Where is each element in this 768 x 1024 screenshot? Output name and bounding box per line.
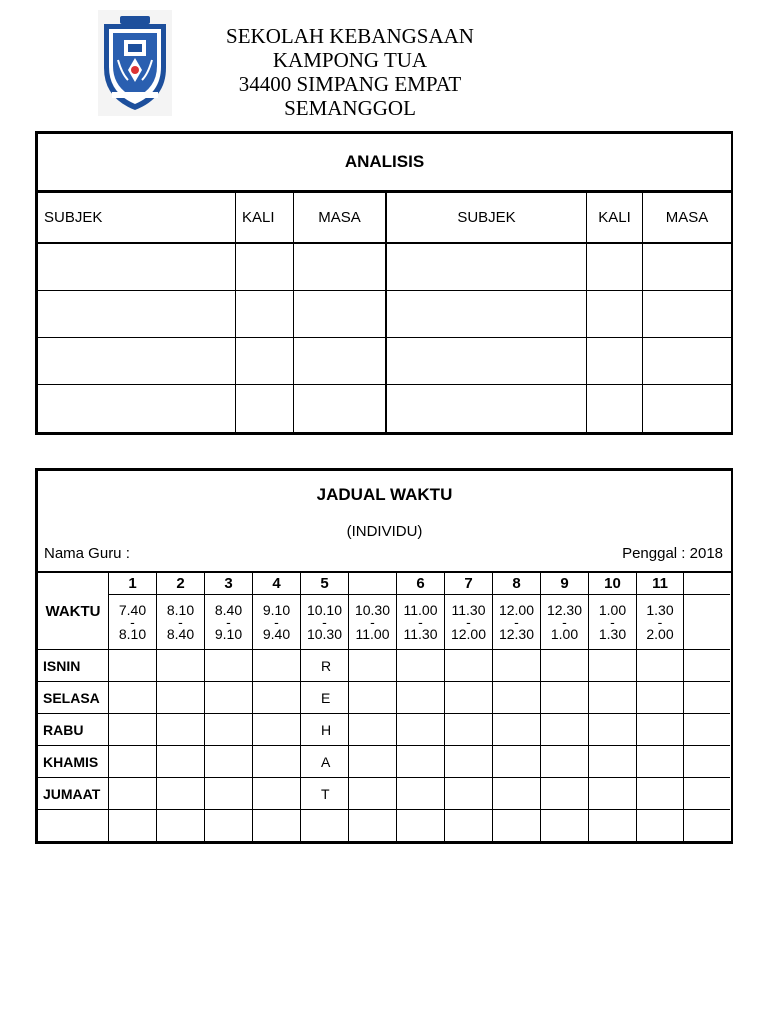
timetable-cell: [541, 810, 589, 843]
timetable-cell: [493, 778, 541, 810]
time-separator: -: [226, 614, 231, 630]
timetable-cell: [349, 778, 397, 810]
timetable-cell: [157, 746, 205, 778]
timetable-cell: [109, 682, 157, 714]
timetable-cell: [253, 778, 301, 810]
period-time: [253, 595, 301, 650]
jadual-header: [38, 471, 731, 573]
time-start: 10.10: [306, 602, 343, 618]
timetable-cell: [445, 778, 493, 810]
time-start: 10.30: [354, 602, 391, 618]
timetable-cell: [637, 714, 684, 746]
school-crest-icon: [98, 10, 172, 116]
timetable-cell: [684, 650, 730, 682]
school-line-4: SEMANGGOL: [284, 96, 416, 120]
time-end: 12.30: [498, 626, 535, 642]
time-end: 2.00: [646, 626, 674, 642]
timetable-cell: [589, 682, 637, 714]
analisis-cell: [38, 291, 236, 338]
analisis-header-kali-2: KALI: [587, 193, 643, 244]
time-separator: -: [130, 614, 135, 630]
period-number: 3: [205, 573, 253, 595]
time-end: 12.00: [450, 626, 487, 642]
time-separator: -: [322, 614, 327, 630]
timetable-cell: [205, 778, 253, 810]
timetable-cell: [397, 650, 445, 682]
day-label: KHAMIS: [38, 746, 109, 778]
analisis-cell: [38, 385, 236, 432]
timetable-cell: [684, 714, 730, 746]
rehat-letter: R: [301, 650, 349, 682]
time-end: 1.30: [598, 626, 627, 642]
timetable-cell: [493, 650, 541, 682]
timetable-cell: [109, 650, 157, 682]
timetable-cell: [253, 714, 301, 746]
day-label: JUMAAT: [38, 778, 109, 810]
time-end: 11.00: [355, 626, 390, 642]
period-number: 2: [157, 573, 205, 595]
time-separator: -: [274, 614, 279, 630]
timetable-cell: [205, 682, 253, 714]
analisis-title: ANALISIS: [38, 134, 731, 193]
penggal-label: Penggal : 2018: [622, 545, 723, 562]
timetable-cell: [397, 714, 445, 746]
period-time: [157, 595, 205, 650]
analisis-cell: [643, 338, 731, 385]
timetable-cell: [349, 810, 397, 843]
timetable-cell: [157, 682, 205, 714]
timetable-cell: [157, 778, 205, 810]
timetable-cell: [109, 746, 157, 778]
time-start: 9.10: [262, 602, 291, 618]
timetable-cell: [684, 810, 730, 843]
jadual-title: JADUAL WAKTU: [316, 485, 453, 504]
timetable-cell: [684, 682, 730, 714]
time-separator: -: [514, 614, 519, 630]
timetable-cell: [637, 682, 684, 714]
time-separator: -: [178, 614, 183, 630]
timetable-cell: [445, 682, 493, 714]
period-number: 6: [397, 573, 445, 595]
period-number: 5: [301, 573, 349, 595]
timetable-cell: [157, 714, 205, 746]
timetable-cell: [157, 810, 205, 843]
time-separator: -: [466, 614, 471, 630]
time-start: 8.10: [166, 602, 195, 618]
period-time: [301, 595, 349, 650]
school-name-address: [190, 24, 510, 120]
timetable-cell: [493, 746, 541, 778]
time-separator: -: [418, 614, 423, 630]
analisis-header-subjek-2: SUBJEK: [387, 193, 587, 244]
timetable-cell: [205, 650, 253, 682]
timetable-cell: [349, 714, 397, 746]
timetable-cell: [589, 714, 637, 746]
timetable-cell: [397, 778, 445, 810]
timetable-cell: [541, 682, 589, 714]
period-time: [637, 595, 684, 650]
analisis-cell: [236, 244, 294, 291]
timetable-cell: [445, 714, 493, 746]
time-end: 8.40: [166, 626, 195, 642]
analisis-header-masa-2: MASA: [643, 193, 731, 244]
rehat-letter: T: [301, 778, 349, 810]
analisis-cell: [387, 291, 587, 338]
analisis-cell: [294, 338, 387, 385]
analisis-cell: [38, 338, 236, 385]
timetable-cell: [109, 810, 157, 843]
timetable-cell: [205, 746, 253, 778]
period-number: 1: [109, 573, 157, 595]
jadual-subtitle: (INDIVIDU): [346, 523, 423, 540]
nama-guru-label: Nama Guru :: [44, 545, 130, 562]
analisis-cell: [587, 385, 643, 432]
period-time: [541, 595, 589, 650]
analisis-cell: [236, 385, 294, 432]
timetable-cell: [589, 778, 637, 810]
period-time: [684, 595, 730, 650]
timetable-cell: [684, 778, 730, 810]
analisis-cell: [38, 244, 236, 291]
period-number: 4: [253, 573, 301, 595]
timetable-cell: [109, 778, 157, 810]
time-start: 8.40: [214, 602, 243, 618]
period-time: [493, 595, 541, 650]
period-time: [589, 595, 637, 650]
timetable-cell: [205, 714, 253, 746]
timetable-cell: [253, 650, 301, 682]
analisis-cell: [236, 291, 294, 338]
time-start: 7.40: [118, 602, 147, 618]
timetable-cell: [253, 682, 301, 714]
period-time: [349, 595, 397, 650]
analisis-cell: [236, 338, 294, 385]
analisis-cell: [294, 244, 387, 291]
day-label: RABU: [38, 714, 109, 746]
analisis-cell: [587, 244, 643, 291]
time-separator: -: [562, 614, 567, 630]
jadual-grid: [38, 573, 731, 843]
school-logo: [98, 10, 172, 116]
timetable-cell: [684, 746, 730, 778]
timetable-cell: [589, 810, 637, 843]
time-end: 8.10: [118, 626, 147, 642]
analisis-cell: [587, 338, 643, 385]
timetable-cell: [109, 714, 157, 746]
time-start: 12.30: [546, 602, 583, 618]
timetable-cell: [397, 810, 445, 843]
period-time: [109, 595, 157, 650]
waktu-label: WAKTU: [38, 573, 109, 650]
time-end: 1.00: [550, 626, 579, 642]
document-header: [0, 0, 768, 118]
timetable-cell: [349, 746, 397, 778]
day-label: ISNIN: [38, 650, 109, 682]
period-number: 11: [637, 573, 684, 595]
time-start: 11.00: [403, 602, 438, 618]
period-number: 10: [589, 573, 637, 595]
jadual-waktu-table: [35, 468, 733, 844]
period-time: [397, 595, 445, 650]
time-separator: -: [657, 614, 663, 630]
timetable-cell: [445, 650, 493, 682]
timetable-cell: [589, 746, 637, 778]
timetable-cell: [637, 810, 684, 843]
timetable-cell: [349, 650, 397, 682]
period-time: [445, 595, 493, 650]
period-time: [205, 595, 253, 650]
period-number: [684, 573, 730, 595]
analisis-cell: [294, 385, 387, 432]
time-start: 1.00: [598, 602, 627, 618]
school-line-2: KAMPONG TUA: [272, 48, 428, 72]
time-end: 9.40: [262, 626, 291, 642]
period-number: [349, 573, 397, 595]
period-number: 8: [493, 573, 541, 595]
timetable-cell: [349, 682, 397, 714]
timetable-cell: [493, 810, 541, 843]
rehat-letter: H: [301, 714, 349, 746]
timetable-cell: [541, 746, 589, 778]
time-end: 11.30: [403, 626, 438, 642]
school-line-3: 34400 SIMPANG EMPAT: [238, 72, 462, 96]
timetable-cell: [541, 778, 589, 810]
analisis-cell: [587, 291, 643, 338]
analisis-header-masa: MASA: [294, 193, 387, 244]
timetable-cell: [445, 810, 493, 843]
time-start: 12.00: [498, 602, 535, 618]
time-separator: -: [370, 614, 375, 630]
day-label: [38, 810, 109, 843]
analisis-header-subjek: SUBJEK: [38, 193, 236, 244]
period-number: 9: [541, 573, 589, 595]
rehat-letter: E: [301, 682, 349, 714]
analisis-cell: [643, 244, 731, 291]
rehat-letter: A: [301, 746, 349, 778]
analisis-cell: [643, 385, 731, 432]
timetable-cell: [157, 650, 205, 682]
timetable-cell: [397, 682, 445, 714]
analisis-table: [35, 131, 733, 435]
analisis-cell: [387, 244, 587, 291]
analisis-grid: [38, 193, 731, 432]
timetable-cell: [637, 746, 684, 778]
timetable-cell: [637, 778, 684, 810]
time-end: 9.10: [214, 626, 243, 642]
rehat-letter: [301, 810, 349, 843]
analisis-cell: [643, 291, 731, 338]
time-start: 1.30: [646, 602, 674, 618]
analisis-header-kali: KALI: [236, 193, 294, 244]
timetable-cell: [397, 746, 445, 778]
timetable-cell: [493, 682, 541, 714]
analisis-cell: [294, 291, 387, 338]
timetable-cell: [541, 714, 589, 746]
timetable-cell: [253, 746, 301, 778]
timetable-cell: [493, 714, 541, 746]
timetable-cell: [205, 810, 253, 843]
timetable-cell: [253, 810, 301, 843]
school-line-1: SEKOLAH KEBANGSAAN: [226, 24, 474, 48]
timetable-cell: [541, 650, 589, 682]
timetable-cell: [445, 746, 493, 778]
timetable-cell: [637, 650, 684, 682]
time-separator: -: [610, 614, 615, 630]
analisis-cell: [387, 385, 587, 432]
time-start: 11.30: [451, 602, 486, 618]
timetable-cell: [589, 650, 637, 682]
period-number: 7: [445, 573, 493, 595]
analisis-cell: [387, 338, 587, 385]
time-end: 10.30: [306, 626, 343, 642]
day-label: SELASA: [38, 682, 109, 714]
